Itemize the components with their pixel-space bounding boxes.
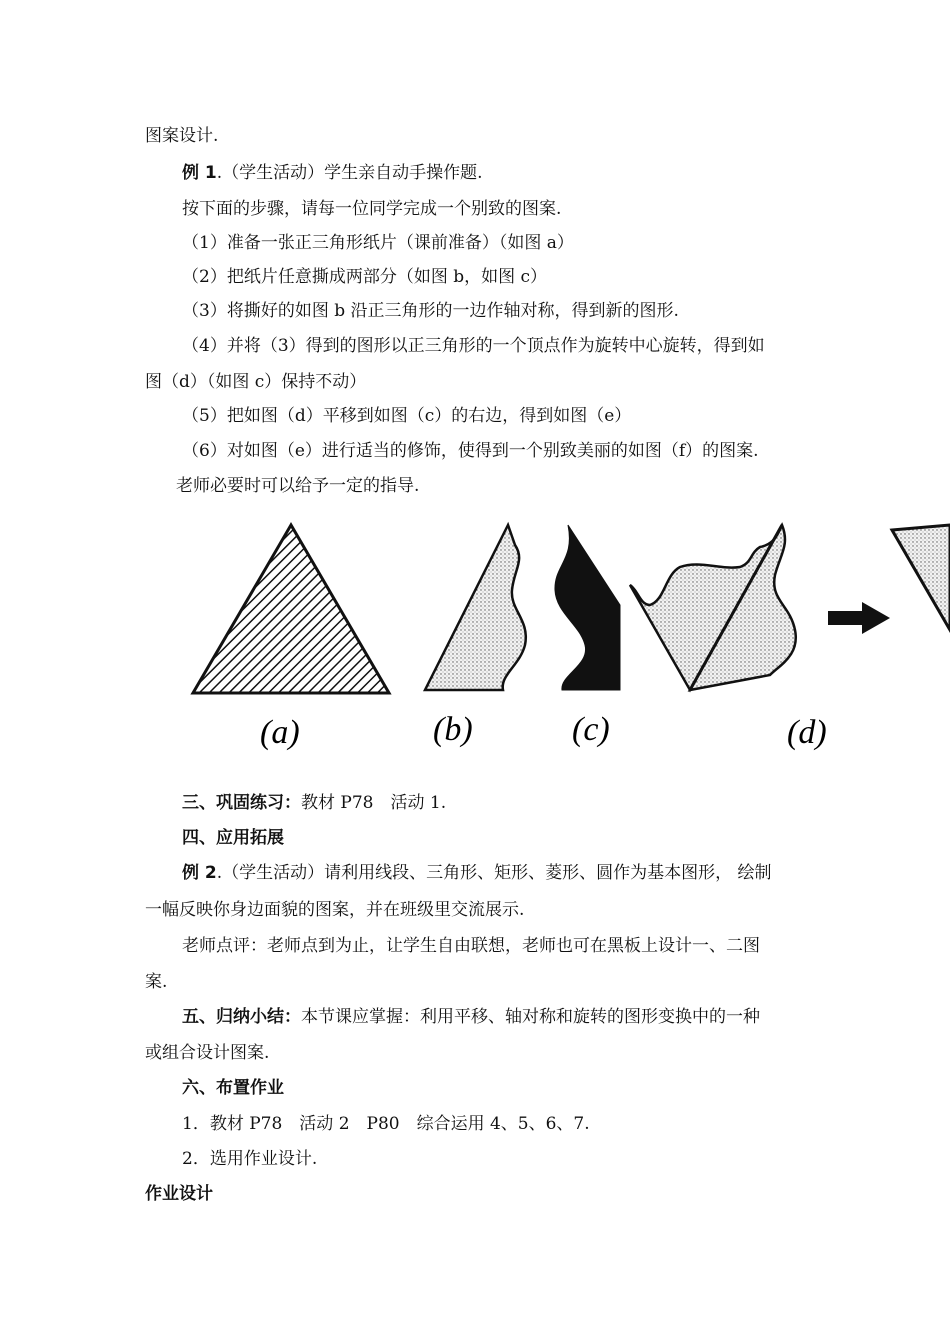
- triangle-a: [193, 525, 389, 693]
- line-text: 图案设计.: [145, 126, 219, 146]
- text-line: [182, 827, 284, 849]
- bold-heading: 六、布置作业: [182, 1078, 284, 1098]
- line-text: （4）并将（3）得到的图形以正三角形的一个顶点作为旋转中心旋转，得到如: [182, 336, 765, 356]
- line-text: （5）把如图（d）平移到如图（c）的右边，得到如图（e）: [182, 406, 632, 426]
- line-text: 一幅反映你身边面貌的图案，并在班级里交流展示.: [145, 900, 525, 920]
- line-text: （2）把纸片任意撕成两部分（如图 b，如图 c）: [182, 267, 548, 287]
- text-line: [145, 899, 524, 921]
- text-line: [145, 1183, 213, 1205]
- line-text: （3）将撕好的如图 b 沿正三角形的一边作轴对称，得到新的图形.: [182, 301, 679, 321]
- line-text: 老师必要时可以给予一定的指导.: [176, 476, 420, 496]
- text-line: [182, 792, 446, 814]
- line-text: 2．选用作业设计.: [182, 1149, 318, 1169]
- text-line: [182, 1113, 590, 1135]
- text-line: [182, 162, 483, 184]
- paper-folding-figure: [0, 505, 950, 765]
- text-line: [176, 475, 419, 497]
- text-line: [145, 1042, 269, 1064]
- bold-heading: 作业设计: [145, 1184, 213, 1204]
- caption-a: (a): [260, 714, 300, 751]
- line-text: 案.: [145, 972, 168, 992]
- bold-heading: 四、应用拓展: [182, 828, 284, 848]
- text-line: [182, 1148, 317, 1170]
- text-line: [182, 440, 759, 462]
- line-text: 教材 P78 活动 1.: [301, 793, 447, 813]
- bold-heading: 三、巩固练习：: [182, 793, 301, 813]
- bold-heading: 例 2: [182, 863, 217, 883]
- text-line: [182, 300, 679, 322]
- text-line: [145, 125, 218, 147]
- line-text: （1）准备一张正三角形纸片（课前准备）（如图 a）: [182, 233, 574, 253]
- text-line: [182, 862, 772, 884]
- torn-piece-b: [425, 525, 526, 690]
- line-text: .（学生活动）请利用线段、三角形、矩形、菱形、圆作为基本图形， 绘制: [216, 863, 772, 883]
- shape-e-partial: [892, 525, 950, 630]
- text-line: [182, 232, 574, 254]
- arrow-right-icon: [828, 602, 890, 634]
- line-text: 按下面的步骤，请每一位同学完成一个别致的图案.: [182, 199, 562, 219]
- line-text: 老师点评：老师点到为止，让学生自由联想，老师也可在黑板上设计一、二图: [182, 936, 760, 956]
- text-line: [182, 266, 547, 288]
- caption-b: (b): [433, 711, 473, 748]
- text-line: [182, 198, 561, 220]
- text-line: [182, 405, 631, 427]
- text-line: [182, 1077, 284, 1099]
- line-text: （6）对如图（e）进行适当的修饰，使得到一个别致美丽的如图（f）的图案.: [182, 441, 759, 461]
- text-line: [182, 335, 765, 357]
- line-text: 本节课应掌握：利用平移、轴对称和旋转的图形变换中的一种: [301, 1007, 760, 1027]
- bold-heading: 五、归纳小结：: [182, 1007, 301, 1027]
- torn-piece-c: [555, 525, 620, 690]
- line-text: 或组合设计图案.: [145, 1043, 270, 1063]
- text-line: [182, 1006, 760, 1028]
- caption-c: (c): [572, 711, 610, 748]
- text-line: [145, 971, 167, 993]
- line-text: .（学生活动）学生亲自动手操作题.: [216, 163, 483, 183]
- bold-heading: 例 1: [182, 163, 217, 183]
- combined-shape-d: [630, 525, 796, 690]
- line-text: 1．教材 P78 活动 2 P80 综合运用 4、5、6、7.: [182, 1114, 590, 1134]
- caption-d: (d): [787, 714, 827, 751]
- line-text: 图（d）（如图 c）保持不动）: [145, 372, 367, 392]
- text-line: [145, 371, 366, 393]
- text-line: [182, 935, 760, 957]
